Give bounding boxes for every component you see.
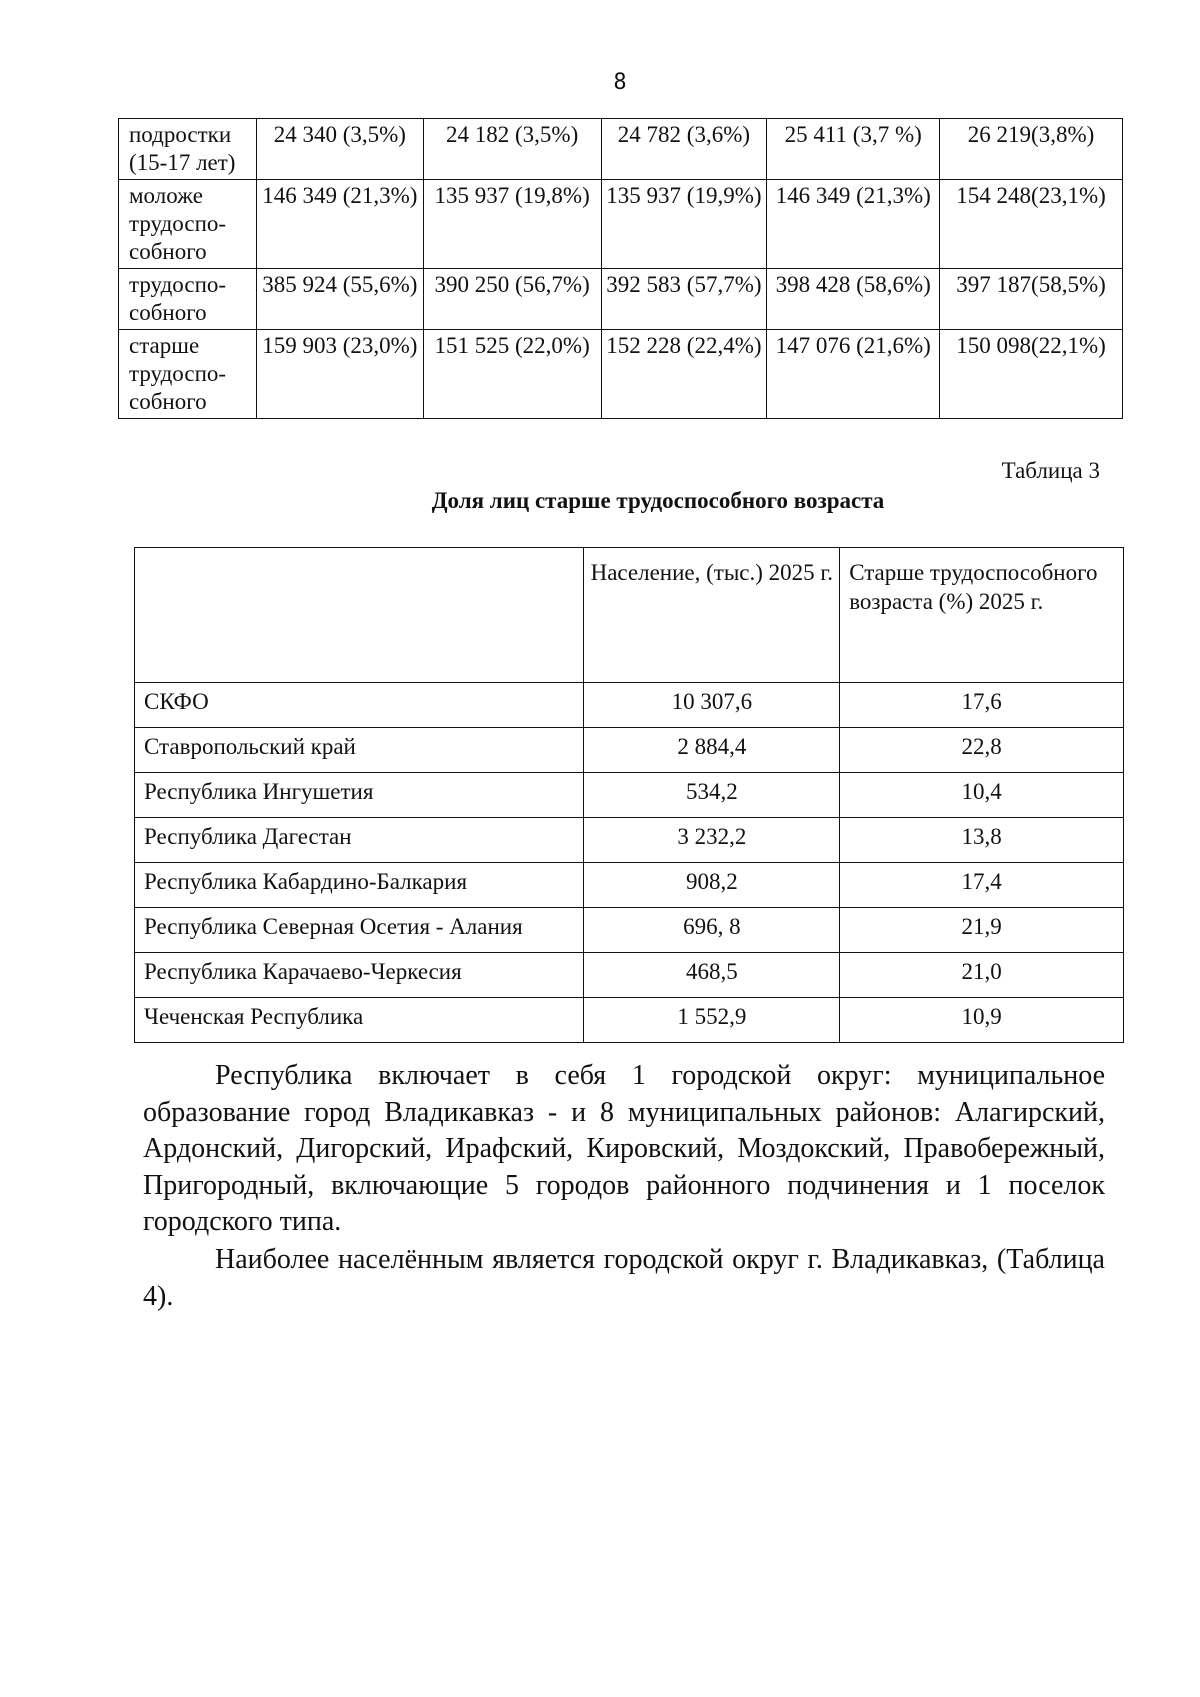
table-cell: 398 428 (58,6%) <box>767 269 940 330</box>
column-header: Старше трудоспособного возраста (%) 2025 г. <box>840 548 1124 683</box>
table-cell: 147 076 (21,6%) <box>767 330 940 419</box>
table-row <box>135 818 1124 863</box>
table-cell: 385 924 (55,6%) <box>256 269 423 330</box>
share-cell: 10,4 <box>840 773 1124 818</box>
share-cell: 17,6 <box>840 683 1124 728</box>
table-cell: 159 903 (23,0%) <box>256 330 423 419</box>
region-cell: СКФО <box>135 683 584 728</box>
table-row <box>135 683 1124 728</box>
table-cell: 390 250 (56,7%) <box>423 269 601 330</box>
share-cell: 21,0 <box>840 953 1124 998</box>
table-row <box>119 180 1123 269</box>
table-header-row <box>135 548 1124 683</box>
row-label: моложе трудоспо-собного <box>119 180 257 269</box>
table-caption: Таблица 3 <box>1001 458 1100 483</box>
column-header <box>135 548 584 683</box>
table-row <box>135 863 1124 908</box>
population-cell: 3 232,2 <box>584 818 840 863</box>
table-cell: 392 583 (57,7%) <box>601 269 767 330</box>
population-cell: 1 552,9 <box>584 998 840 1043</box>
page-number: 8 <box>613 70 627 95</box>
share-cell: 17,4 <box>840 863 1124 908</box>
age-structure-table <box>118 118 1123 419</box>
table-row <box>119 119 1123 180</box>
share-cell: 22,8 <box>840 728 1124 773</box>
table-cell: 146 349 (21,3%) <box>256 180 423 269</box>
share-cell: 21,9 <box>840 908 1124 953</box>
body-paragraph <box>143 1242 1105 1315</box>
table-row <box>135 728 1124 773</box>
table-cell: 135 937 (19,8%) <box>423 180 601 269</box>
table-row <box>135 953 1124 998</box>
region-cell: Республика Северная Осетия - Алания <box>135 908 584 953</box>
row-label: трудоспо-собного <box>119 269 257 330</box>
body-paragraph <box>143 1058 1105 1241</box>
population-cell: 908,2 <box>584 863 840 908</box>
region-cell: Республика Ингушетия <box>135 773 584 818</box>
elderly-share-table <box>134 547 1124 1043</box>
table-cell: 151 525 (22,0%) <box>423 330 601 419</box>
table-title: Доля лиц старше трудоспособного возраста <box>431 488 885 513</box>
population-cell: 2 884,4 <box>584 728 840 773</box>
paragraph-text: Наиболее населённым является городской округ г. Владикавказ, (Таблица 4). <box>143 1244 1105 1312</box>
table-row <box>135 773 1124 818</box>
population-cell: 696, 8 <box>584 908 840 953</box>
table-cell: 150 098(22,1%) <box>940 330 1123 419</box>
region-cell: Республика Кабардино-Балкария <box>135 863 584 908</box>
table-cell: 24 182 (3,5%) <box>423 119 601 180</box>
column-header: Население, (тыс.) 2025 г. <box>584 548 840 683</box>
table-cell: 397 187(58,5%) <box>940 269 1123 330</box>
population-cell: 468,5 <box>584 953 840 998</box>
row-label: подростки (15-17 лет) <box>119 119 257 180</box>
table-row <box>135 908 1124 953</box>
table-cell: 24 782 (3,6%) <box>601 119 767 180</box>
table-row <box>135 998 1124 1043</box>
population-cell: 534,2 <box>584 773 840 818</box>
region-cell: Республика Дагестан <box>135 818 584 863</box>
region-cell: Ставропольский край <box>135 728 584 773</box>
region-cell: Чеченская Республика <box>135 998 584 1043</box>
table-cell: 25 411 (3,7 %) <box>767 119 940 180</box>
row-label: старше трудоспо-собного <box>119 330 257 419</box>
table-cell: 26 219(3,8%) <box>940 119 1123 180</box>
population-cell: 10 307,6 <box>584 683 840 728</box>
table-cell: 146 349 (21,3%) <box>767 180 940 269</box>
table-row <box>119 330 1123 419</box>
table-cell: 154 248(23,1%) <box>940 180 1123 269</box>
paragraph-text: Республика включает в себя 1 городской округ: муниципальное образование город Владикавказ - и 8 муниципальных районов: Алагирский, Ардонский, Дигорский, Ирафский, Кировский, Моздокский, Правобережный, Пригородный, включающие 5 городов районного подчинения и 1 поселок городского типа. <box>143 1060 1105 1237</box>
share-cell: 13,8 <box>840 818 1124 863</box>
table-cell: 24 340 (3,5%) <box>256 119 423 180</box>
table-cell: 152 228 (22,4%) <box>601 330 767 419</box>
table-row <box>119 269 1123 330</box>
share-cell: 10,9 <box>840 998 1124 1043</box>
region-cell: Республика Карачаево-Черкесия <box>135 953 584 998</box>
table-cell: 135 937 (19,9%) <box>601 180 767 269</box>
